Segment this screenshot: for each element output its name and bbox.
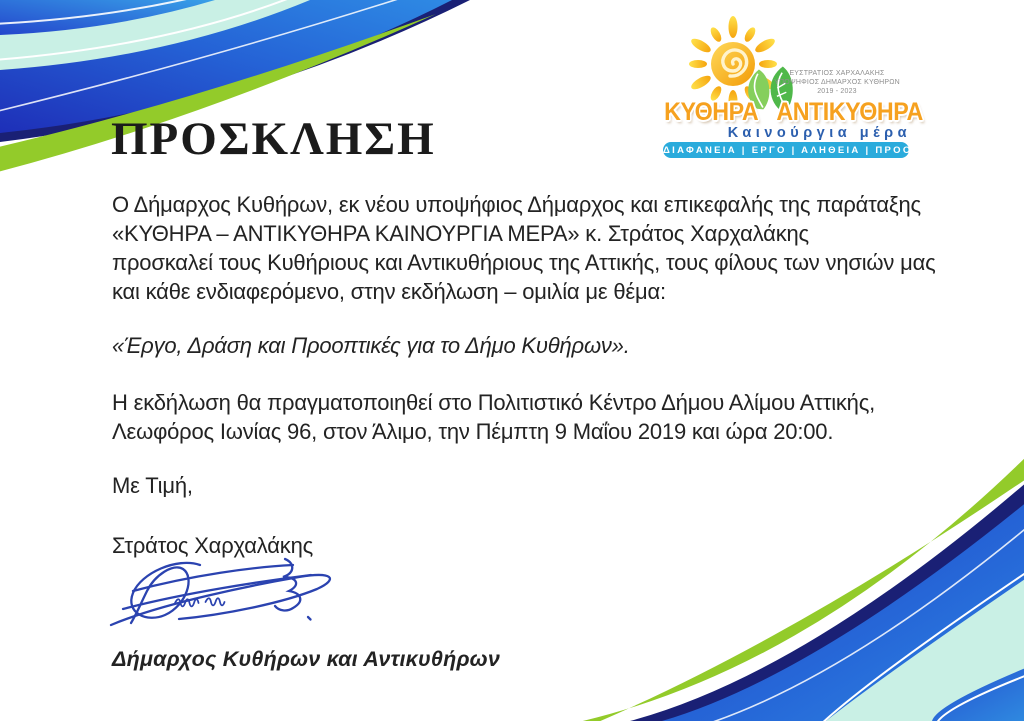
details-line: Η εκδήλωση θα πραγματοποιηθεί στο Πολιτιστικό Κέντρο Δήμου Αλίμου Αττικής,	[112, 390, 876, 415]
intro-line: «ΚΥΘΗΡΑ – ΑΝΤΙΚΥΘΗΡΑ ΚΑΙΝΟΥΡΓΙΑ ΜΕΡΑ» κ. Στράτος Χαρχαλάκης	[112, 221, 809, 246]
details-paragraph	[112, 388, 875, 446]
logo-tagline: Καινούργια μέρα	[727, 125, 911, 141]
campaign-logo	[655, 12, 954, 164]
bottom-right-swoosh-decoration	[544, 429, 1024, 721]
intro-line: προσκαλεί τους Κυθήριους και Αντικυθήριους της Αττικής, τους φίλους των νησιών μας	[112, 250, 936, 275]
signer-name: Στράτος Χαρχαλάκης	[112, 533, 314, 558]
intro-line: και κάθε ενδιαφερόμενο, στην εκδήλωση – ομιλία με θέμα:	[112, 279, 666, 304]
logo-banner: ΔΙΑΦΑΝΕΙΑ | ΕΡΓΟ | ΑΛΗΘΕΙΑ | ΠΡΟΟΠΤΙΚΗ	[663, 142, 909, 158]
candidate-role: ΥΠΟΨΗΦΙΟΣ ΔΗΜΑΡΧΟΣ ΚΥΘΗΡΩΝ	[774, 79, 900, 86]
details-line: Λεωφόρος Ιωνίας 96, στον Άλιμο, την Πέμπτη 9 Μαΐου 2019 και ώρα 20:00.	[112, 419, 834, 444]
closing-salutation: Με Τιμή,	[112, 473, 193, 498]
logo-title: ΚΥΘΗΡΑ ΑΝΤΙΚΥΘΗΡΑ	[664, 98, 923, 126]
candidate-info	[771, 69, 903, 96]
candidate-term: 2019 - 2023	[817, 88, 857, 95]
signer-title: Δήμαρχος Κυθήρων και Αντικυθήρων	[112, 647, 500, 671]
signature	[103, 551, 348, 639]
intro-paragraph	[112, 190, 936, 306]
intro-line: Ο Δήμαρχος Κυθήρων, εκ νέου υποψήφιος Δήμαρχος και επικεφαλής της παράταξης	[112, 192, 921, 217]
candidate-name: ΕΥΣΤΡΑΤΙΟΣ ΧΑΡΧΑΛΑΚΗΣ	[789, 70, 885, 77]
page-title: ΠΡΟΣΚΛΗΣΗ	[111, 113, 436, 165]
topic-quote: «Έργο, Δράση και Προοπτικές για το Δήμο Κυθήρων».	[112, 333, 630, 358]
